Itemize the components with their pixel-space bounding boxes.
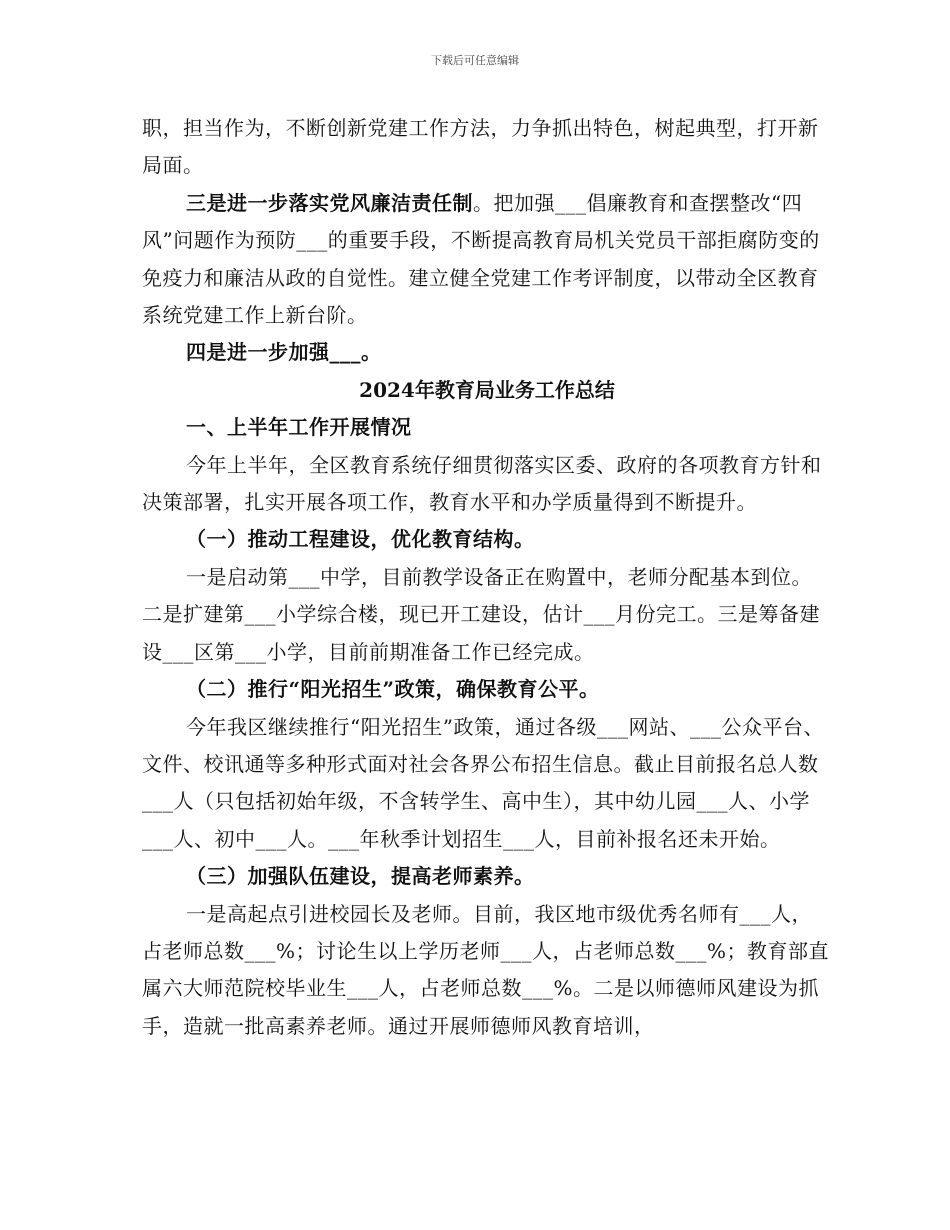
paragraph-enrollment: 今年我区继续推行“阳光招生”政策，通过各级___网站、___公众平台、文件、校讯通等多种形式面对社会各界公布招生信息。截止目前报名总人数___人（只包括初始年级，不含转学生、高中生），其中幼儿园___人、小学___人、初中___人。___年秋季计划招生___人，目前补报名还未开始。 [142,714,824,851]
paragraph-strengthen: 四是进一步加强___。 [186,340,382,365]
paragraph-teachers: 一是高起点引进校园长及老师。目前，我区地市级优秀名师有___人，占老师总数___%；讨论生以上学历老师___人，占老师总数___%；教育部直属六大师范院校毕业生___人，占老师总数___%。二是以师德师风建设为抓手，造就一批高素养老师。通过开展师德师风教育培训， [142,901,830,1038]
paragraph-lead: 三是进一步落实党风廉洁责任制 [186,190,473,215]
paragraph-text: 。把加强___倡廉教育和查摆整改“四风”问题作为预防___的重要手段，不断提高教育局机关党员干部拒腐防变的免疫力和廉洁从政的自觉性。建立健全党建工作考评制度，以带动全区教育系统党建工作上新台阶。 [142,190,820,328]
subheading-enrollment: （二）推行“阳光招生”政策，确保教育公平。 [186,677,600,702]
page-header: 下载后可任意编辑 [431,54,519,67]
subheading-teachers: （三）加强队伍建设，提高老师素养。 [186,864,535,889]
paragraph-overview: 今年上半年，全区教育系统仔细贯彻落实区委、政府的各项教育方针和决策部署，扎实开展各项工作，教育水平和办学质量得到不断提升。 [142,452,822,515]
paragraph-continuation: 职，担当作为，不断创新党建工作方法，力争抓出特色，树起典型，打开新局面。 [142,116,819,178]
document-body [142,110,832,1045]
section-heading: 一、上半年工作开展情况 [186,415,412,440]
paragraph-discipline [142,185,832,335]
subheading-construction: （一）推动工程建设，优化教育结构。 [186,527,535,552]
document-title: 2024年教育局业务工作总结 [359,377,615,402]
paragraph-construction: 一是启动第___中学，目前教学设备正在购置中，老师分配基本到位。二是扩建第___小学综合楼，现已开工建设，估计___月份完工。三是筹备建设___区第___小学，目前前期准备工作已经完成。 [142,564,820,664]
